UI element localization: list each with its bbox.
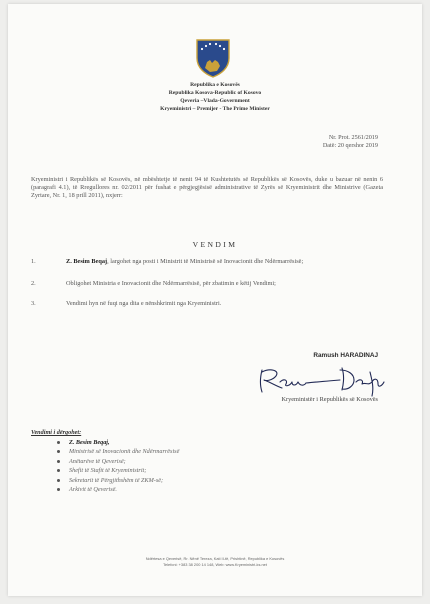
decision-item: [31, 300, 383, 308]
document-date: Datë: 20 qershor 2019: [322, 142, 378, 149]
list-item: Ministrisë së Inovacionit dhe Ndërmarrësisë: [69, 448, 180, 455]
header-republic: Republika Kosova-Republic of Kosovo: [168, 90, 262, 96]
document-page: [8, 4, 422, 596]
protocol-number: Nr. Prot. 2561/2019: [328, 134, 378, 141]
footer-address: Ndërtesa e Qeverisë, Rr. Nënë Tereza, Kati II-të, Prishtinë, Republika e Kosovës: [145, 556, 285, 561]
header-government: Qeveria –Vlada-Government: [180, 98, 250, 104]
distribution-list: [31, 428, 179, 495]
distribution-heading: Vendimi i dërgohet:: [31, 429, 82, 436]
footer-contact: Telefoni: +383 38 200 14 148, Web: www.Kryeministri-ks.net: [163, 562, 267, 567]
item-number: 2.: [31, 280, 36, 287]
item-text: Vendimi hyn në fuqi nga dita e nënshkrimit nga Kryeministri.: [66, 300, 222, 307]
list-item: Z. Besim Beqaj,: [69, 438, 179, 448]
header-country: Republika e Kosovës: [190, 82, 240, 88]
handwritten-signature: [256, 364, 390, 398]
list-item: Arkivit të Qeverisë.: [69, 485, 179, 495]
preamble-paragraph: Kryeministri i Republikës së Kosovës, në mbështetje të nenit 94 të Kushtetutës së Republikës së Kosovës, duke u bazuar në nenin 6 (paragrafi 4.1), të Rregullores nr. 02/2011 për fushat e përgjegjësisë administrative të Zyrës së Kryeministrit dhe Ministrive (Gazeta Zyrtare, Nr. 1, 18 prill 2011), nxjerr:: [31, 176, 383, 200]
decision-item: [31, 280, 383, 288]
decision-title: VENDIM: [192, 240, 238, 249]
header-office: Kryeministri – Premijer - The Prime Minister: [160, 106, 270, 112]
item-text: Obligohet Ministria e Inovacionit dhe Ndërmarrësisë, për zbatimin e këtij Vendimi;: [66, 280, 276, 287]
list-item: Anëtarëve të Qeverisë;: [69, 457, 179, 467]
item-number: 1.: [31, 258, 36, 265]
item-text: , largohet nga posti i Ministrit të Ministrisë së Inovacionit dhe Ndërmarrësisë;: [107, 258, 304, 265]
decision-item: [31, 258, 383, 266]
signatory-title: Kryeministër i Republikës së Kosovës: [281, 396, 378, 403]
item-person-name: Z. Besim Beqaj: [66, 258, 108, 265]
coat-of-arms-icon: [195, 38, 231, 78]
list-item: Shefit të Stafit të Kryeministrit;: [69, 466, 179, 476]
item-number: 3.: [31, 300, 36, 307]
list-item: Sekretarit të Përgjithshëm të ZKM-së;: [69, 476, 179, 486]
signatory-name: Ramush HARADINAJ: [313, 352, 378, 359]
